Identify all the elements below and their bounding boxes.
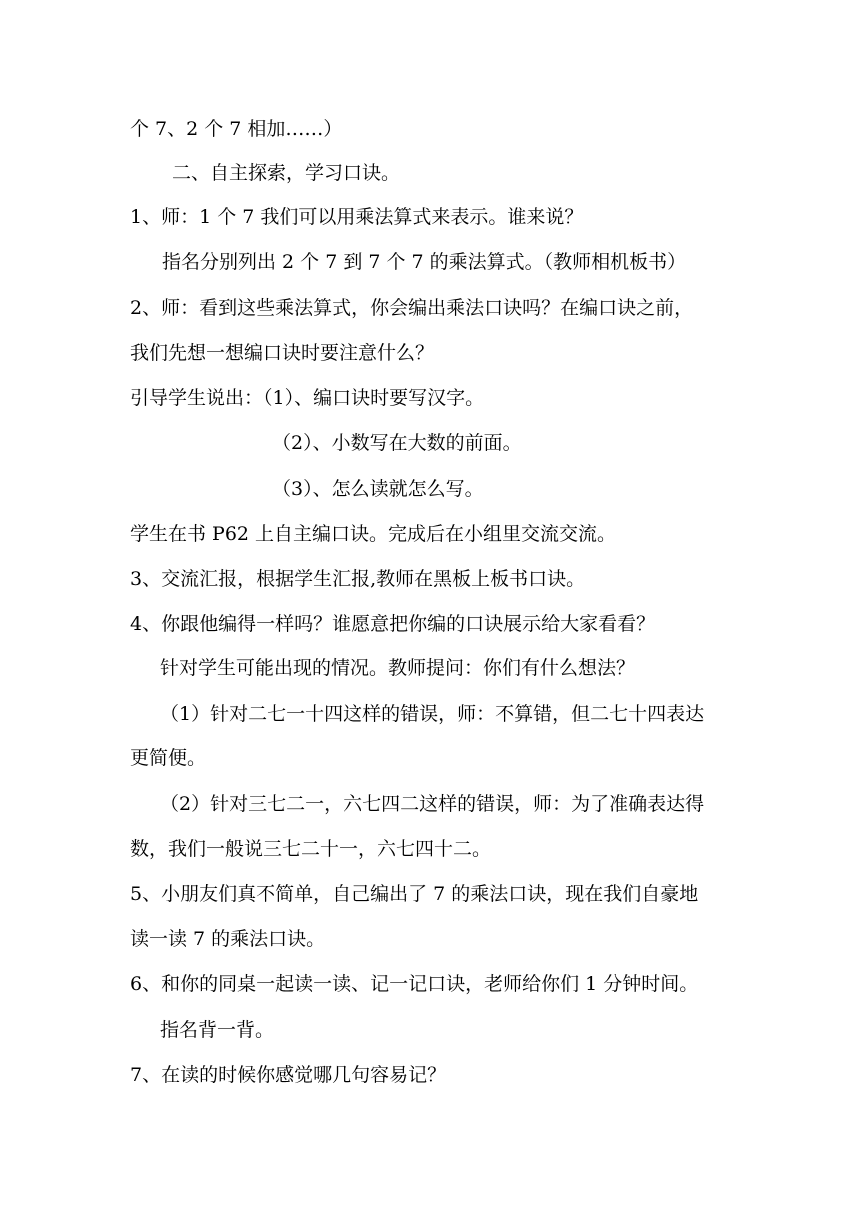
text-line: 1、师：1 个 7 我们可以用乘法算式来表示。谁来说？: [130, 206, 584, 228]
text-line: （1）针对二七一十四这样的错误，师：不算错，但二七十四表达: [160, 703, 705, 725]
text-line: 个 7、2 个 7 相加……）: [130, 118, 343, 140]
text-line: 针对学生可能出现的情况。教师提问：你们有什么想法？: [160, 657, 636, 679]
text-line: （2）针对三七二一，六七四二这样的错误，师：为了准确表达得: [160, 793, 705, 815]
text-line: 4、你跟他编得一样吗？谁愿意把你编的口诀展示给大家看看？: [130, 613, 656, 635]
text-line: （2）、小数写在大数的前面。: [272, 432, 522, 454]
text-line: 指名背一背。: [160, 1019, 275, 1041]
text-line: 更简便。: [130, 747, 207, 769]
text-line: 2、师：看到这些乘法算式，你会编出乘法口诀吗？在编口诀之前，: [130, 297, 694, 319]
text-line: 我们先想一想编口诀时要注意什么？: [130, 342, 435, 364]
text-line: 指名分别列出 2 个 7 到 7 个 7 的乘法算式。（教师相机板书）: [162, 251, 687, 273]
text-line: 引导学生说出：（1）、编口诀时要写汉字。: [130, 387, 485, 409]
text-line: 7、在读的时候你感觉哪几句容易记？: [130, 1064, 447, 1086]
section-heading: 二、自主探索，学习口诀。: [172, 162, 401, 184]
text-line: 数，我们一般说三七二十一，六七四十二。: [130, 838, 492, 860]
text-line: 5、小朋友们真不简单，自己编出了 7 的乘法口诀，现在我们自豪地: [130, 883, 699, 905]
text-line: 6、和你的同桌一起读一读、记一记口诀，老师给你们 1 分钟时间。: [130, 973, 699, 995]
text-line: （3）、怎么读就怎么写。: [272, 478, 484, 500]
text-line: 3、交流汇报，根据学生汇报,教师在黑板上板书口诀。: [130, 568, 586, 590]
text-line: 学生在书 P62 上自主编口诀。完成后在小组里交流交流。: [130, 523, 617, 545]
text-line: 读一读 7 的乘法口诀。: [130, 928, 326, 950]
